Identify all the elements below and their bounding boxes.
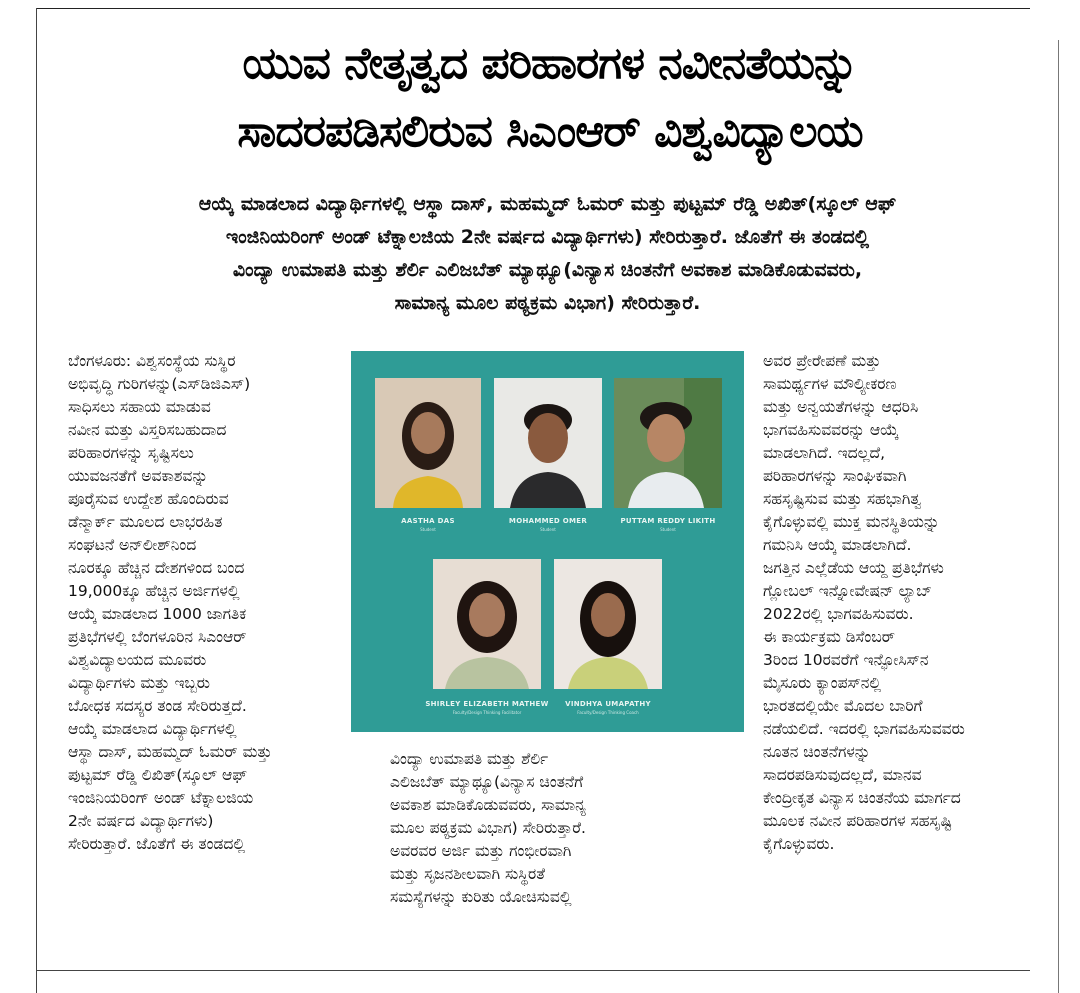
column-line: ಆಯ್ಕೆ ಮಾಡಲಾದ 1000 ಜಾಗತಿಕ <box>68 605 247 623</box>
portrait-image <box>554 559 662 689</box>
column-line: ಬೋಧಕ ಸದಸ್ಯರ ತಂಡ ಸೇರಿರುತ್ತದೆ. <box>68 697 247 715</box>
column-line: ಪರಿಹಾರಗಳನ್ನು ಸಾಂಘಿಕವಾಗಿ <box>763 467 907 485</box>
column-line: ಮಾಡಲಾಗಿದೆ. ಇದಲ್ಲದೆ, <box>763 444 886 462</box>
portrait-vindhya-umapathy <box>554 559 662 689</box>
column-line: ವಿದ್ಯಾರ್ಥಿಗಳು ಮತ್ತು ಇಬ್ಬರು <box>68 674 210 692</box>
bottom-rule <box>36 970 1030 971</box>
deck-summary <box>60 188 1035 320</box>
left-rule <box>36 8 37 993</box>
column-line: ಪೂರೈಸುವ ಉದ್ದೇಶ ಹೊಂದಿರುವ <box>68 490 229 508</box>
headline-line-2: ಸಾದರಪಡಿಸಲಿರುವ ಸಿಎಂಆರ್ ವಿಶ್ವವಿದ್ಯಾಲಯ <box>237 106 863 157</box>
column-line: 2ನೇ ವರ್ಷದ ವಿದ್ಯಾರ್ಥಿಗಳು) <box>68 812 214 830</box>
caption-role: Student <box>660 527 676 532</box>
column-line: ಭಾರತದಲ್ಲಿಯೇ ಮೊದಲ ಬಾರಿಗೆ <box>763 697 923 715</box>
deck-line: ವಿಂದ್ಯಾ ಉಮಾಪತಿ ಮತ್ತು ಶೆರ್ಲಿ ಎಲಿಜಬೆತ್ ಮ್ಯಾಥ್ಯೂ(ವಿನ್ಯಾಸ ಚಿಂತನೆಗೆ ಅವಕಾಶ ಮಾಡಿಕೊಡುವವರು, <box>232 259 863 281</box>
deck-line: ಇಂಜಿನಿಯರಿಂಗ್ ಅಂಡ್ ಟೆಕ್ನಾಲಜಿಯ 2ನೇ ವರ್ಷದ ವಿದ್ಯಾರ್ಥಿಗಳು) ಸೇರಿರುತ್ತಾರೆ. ಜೊತೆಗೆ ಈ ತಂಡದಲ್ಲಿ <box>225 226 870 248</box>
headline-line-1: ಯುವ ನೇತೃತ್ವದ ಪರಿಹಾರಗಳ ನವೀನತೆಯನ್ನು <box>242 38 858 89</box>
column-line: ಅಭಿವೃದ್ಧಿ ಗುರಿಗಳನ್ನು(ಎಸ್‌ಡಿಜಿಎಸ್) <box>68 375 251 393</box>
column-line: ಸೇರಿರುತ್ತಾರೆ. ಜೊತೆಗೆ ಈ ತಂಡದಲ್ಲಿ <box>68 835 246 853</box>
column-line: ಜಗತ್ತಿನ ಎಲ್ಲೆಡೆಯ ಆಯ್ದ ಪ್ರತಿಭೆಗಳು <box>763 559 944 577</box>
caption-role: Faculty/Design Thinking Coach <box>577 710 639 715</box>
column-line: ಗಮನಿಸಿ ಆಯ್ಕೆ ಮಾಡಲಾಗಿದೆ. <box>763 536 912 554</box>
column-line: ಗ್ಲೋಬಲ್ ಇನ್ನೋವೇಷನ್ ಲ್ಯಾಬ್ <box>763 582 932 600</box>
column-line: ಇಂಜಿನಿಯರಿಂಗ್ ಅಂಡ್ ಟೆಕ್ನಾಲಜಿಯ <box>68 789 254 807</box>
column-line: ಸಾದರಪಡಿಸುವುದಲ್ಲದೆ, ಮಾನವ <box>763 766 922 784</box>
column-line: ಸಹಸೃಷ್ಟಿಸುವ ಮತ್ತು ಸಹಭಾಗಿತ್ವ <box>763 490 922 508</box>
right-rule <box>1058 40 1059 993</box>
column-line: ಮೂಲ ಪಠ್ಯಕ್ರಮ ವಿಭಾಗ) ಸೇರಿರುತ್ತಾರೆ. <box>390 819 586 837</box>
top-rule <box>36 8 1030 9</box>
column-line: ಅವರ ಪ್ರೇರೇಪಣೆ ಮತ್ತು <box>763 352 881 370</box>
column-line: ಸಾಮರ್ಥ್ಯಗಳ ಮೌಲ್ಯೀಕರಣ <box>763 375 897 393</box>
deck-line: ಆಯ್ಕೆ ಮಾಡಲಾದ ವಿದ್ಯಾರ್ಥಿಗಳಲ್ಲಿ ಆಸ್ಥಾ ದಾಸ್, ಮಹಮ್ಮದ್ ಓಮರ್ ಮತ್ತು ಪುಟ್ಟಮ್ ರೆಡ್ಡಿ ಅಖಿತ್(ಸ್ಕೂಲ್ ಆಫ್ <box>198 193 897 215</box>
column-line: ಆಸ್ಥಾ ದಾಸ್, ಮಹಮ್ಮದ್ ಓಮರ್ ಮತ್ತು <box>68 743 272 761</box>
caption-name: SHIRLEY ELIZABETH MATHEW <box>425 700 549 708</box>
portrait-mohammed-omer <box>494 378 602 508</box>
column-line: 19,000ಕ್ಕೂ ಹೆಚ್ಚಿನ ಅರ್ಜಿಗಳಲ್ಲಿ <box>68 582 240 600</box>
column-line: ಮೂಲಕ ನವೀನ ಪರಿಹಾರಗಳ ಸಹಸೃಷ್ಟಿ <box>763 812 953 830</box>
column-line: ನಡೆಯಲಿದೆ. ಇದರಲ್ಲಿ ಭಾಗವಹಿಸುವವರು <box>763 720 965 738</box>
column-line: 2022ರಲ್ಲಿ ಭಾಗವಹಿಸುವರು. <box>763 605 914 623</box>
caption-role: Student <box>420 527 436 532</box>
caption-name: VINDHYA UMAPATHY <box>565 700 651 708</box>
column-line: ಕೈಗೊಳ್ಳುವರು. <box>763 835 835 853</box>
article-column-1 <box>68 350 350 856</box>
column-line: ಸಮಸ್ಯೆಗಳನ್ನು ಕುರಿತು ಯೋಚಿಸುವಲ್ಲಿ <box>390 888 572 906</box>
caption-name: PUTTAM REDDY LIKITH <box>620 517 716 525</box>
column-line: ಪುಟ್ಟಮ್ ರೆಡ್ಡಿ ಲಿಖಿತ್(ಸ್ಕೂಲ್ ಆಫ್ <box>68 766 248 784</box>
column-line: ವಿಶ್ವವಿದ್ಯಾಲಯದ ಮೂವರು <box>68 651 207 669</box>
article-column-3 <box>763 350 1055 856</box>
column-line: ಬೆಂಗಳೂರು: ವಿಶ್ವಸಂಸ್ಥೆಯ ಸುಸ್ಥಿರ <box>68 352 236 370</box>
column-line: ನೂರಕ್ಕೂ ಹೆಚ್ಚಿನ ದೇಶಗಳಿಂದ ಬಂದ <box>68 559 245 577</box>
column-line: ಕೈಗೊಳ್ಳುವಲ್ಲಿ ಮುಕ್ತ ಮನಸ್ಥಿತಿಯನ್ನು <box>763 513 940 531</box>
column-line: ಆಯ್ಕೆ ಮಾಡಲಾದ ವಿದ್ಯಾರ್ಥಿಗಳಲ್ಲಿ <box>68 720 237 738</box>
portrait-aastha-das <box>375 378 481 508</box>
column-line: ಮತ್ತು ಅನ್ವಯತೆಗಳನ್ನು ಆಧರಿಸಿ <box>763 398 919 416</box>
column-line: ಅವರವರ ಅರ್ಜಿ ಮತ್ತು ಗಂಭೀರವಾಗಿ <box>390 842 572 860</box>
column-line: ನೂತನ ಚಿಂತನೆಗಳನ್ನು <box>763 743 871 761</box>
article-column-2 <box>390 748 710 909</box>
column-line: ಸಂಘಟನೆ ಅನ್‌ಲೀಶ್‌ನಿಂದ <box>68 536 197 554</box>
column-line: ವಿಂದ್ಯಾ ಉಮಾಪತಿ ಮತ್ತು ಶೆರ್ಲಿ <box>390 750 549 768</box>
caption-name: AASTHA DAS <box>401 517 455 525</box>
column-line: ಮೈಸೂರು ಕ್ಯಾಂಪಸ್‌ನಲ್ಲಿ <box>763 674 882 692</box>
column-line: ಯುವಜನತೆಗೆ ಅವಕಾಶವನ್ನು <box>68 467 208 485</box>
caption-role: Student <box>540 527 556 532</box>
caption-name: MOHAMMED OMER <box>508 517 588 525</box>
portrait-image <box>494 378 602 508</box>
column-line: ಸಾಧಿಸಲು ಸಹಾಯ ಮಾಡುವ <box>68 398 211 416</box>
column-line: ಪರಿಹಾರಗಳನ್ನು ಸೃಷ್ಟಿಸಲು <box>68 444 194 462</box>
deck-line: ಸಾಮಾನ್ಯ ಮೂಲ ಪಠ್ಯಕ್ರಮ ವಿಭಾಗ) ಸೇರಿರುತ್ತಾರೆ. <box>394 292 701 314</box>
caption-role: Faculty/Design Thinking Facilitator <box>452 710 522 715</box>
column-line: ಕೇಂದ್ರೀಕೃತ ವಿನ್ಯಾಸ ಚಿಂತನೆಯ ಮಾರ್ಗದ <box>763 789 961 807</box>
column-line: ಪ್ರತಿಭೆಗಳಲ್ಲಿ ಬೆಂಗಳೂರಿನ ಸಿಎಂಆರ್ <box>68 628 247 646</box>
column-line: 3ರಿಂದ 10ರವರೆಗೆ ಇನ್ಫೋಸಿಸ್‌ನ <box>763 651 929 669</box>
column-line: ಭಾಗವಹಿಸುವವರನ್ನು ಆಯ್ಕೆ <box>763 421 899 439</box>
portrait-shirley-elizabeth-mathew <box>433 559 541 689</box>
column-line: ಅವಕಾಶ ಮಾಡಿಕೊಡುವವರು, ಸಾಮಾನ್ಯ <box>390 796 586 814</box>
portrait-image <box>375 378 481 508</box>
column-line: ಡೆನ್ಮಾರ್ಕ್ ಮೂಲದ ಲಾಭರಹಿತ <box>68 513 223 531</box>
column-line: ಎಲಿಜಬೆತ್ ಮ್ಯಾಥ್ಯೂ(ವಿನ್ಯಾಸ ಚಿಂತನೆಗೆ <box>390 773 584 791</box>
column-line: ಮತ್ತು ಸೃಜನಶೀಲವಾಗಿ ಸುಸ್ಥಿರತೆ <box>390 865 546 883</box>
portrait-image <box>433 559 541 689</box>
portrait-puttam-reddy-likith <box>614 378 722 508</box>
portrait-image <box>614 378 722 508</box>
team-photo <box>351 351 744 732</box>
column-line: ನವೀನ ಮತ್ತು ವಿಸ್ತರಿಸಬಹುದಾದ <box>68 421 227 439</box>
column-line: ಈ ಕಾರ್ಯಕ್ರಮ ಡಿಸೆಂಬರ್ <box>763 628 895 646</box>
